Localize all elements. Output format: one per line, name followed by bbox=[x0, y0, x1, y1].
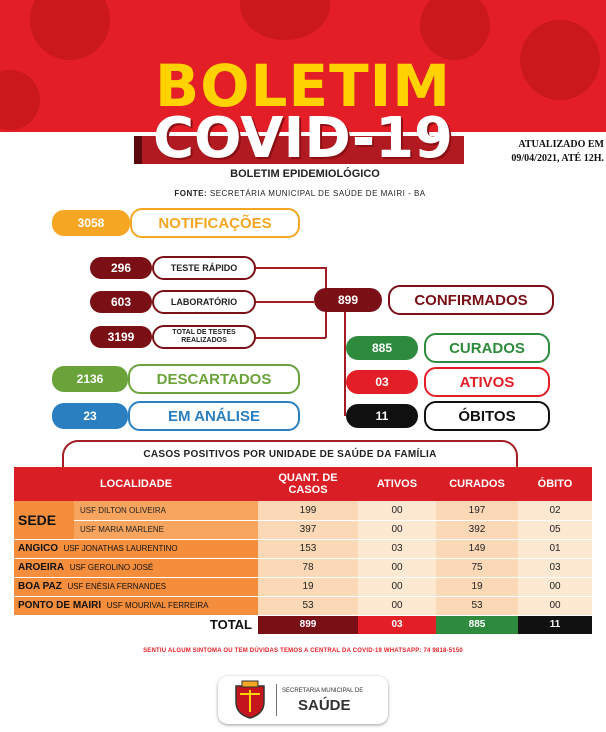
em-analise-value: 23 bbox=[52, 403, 128, 429]
table-row bbox=[14, 539, 592, 558]
footer-logo bbox=[218, 676, 388, 724]
total-testes-value: 3199 bbox=[90, 326, 152, 348]
confirmados-label: CONFIRMADOS bbox=[388, 285, 554, 315]
title-boletim: BOLETIM bbox=[155, 52, 451, 120]
header-curados: CURADOS bbox=[436, 467, 518, 501]
teste-rapido-label: TESTE RÁPIDO bbox=[152, 256, 256, 280]
virus-decoration-icon bbox=[420, 0, 490, 60]
table-header-row bbox=[14, 467, 592, 501]
total-curados: 885 bbox=[436, 615, 518, 634]
table-row bbox=[14, 558, 592, 577]
row-localidade-usf bbox=[14, 539, 258, 558]
row-ativos: 00 bbox=[358, 596, 436, 615]
row-obito: 02 bbox=[518, 501, 592, 520]
ativos-value: 03 bbox=[346, 370, 418, 394]
row-quant: 78 bbox=[258, 558, 358, 577]
coat-of-arms-icon bbox=[232, 680, 268, 720]
subtitle: BOLETIM EPIDEMIOLÓGICO bbox=[230, 168, 380, 180]
row-obito: 03 bbox=[518, 558, 592, 577]
row-usf: USF DILTON OLIVEIRA bbox=[74, 501, 258, 520]
row-usf: USF MOURIVAL FERREIRA bbox=[106, 601, 209, 610]
row-ativos: 03 bbox=[358, 539, 436, 558]
em-analise-label: EM ANÁLISE bbox=[128, 401, 300, 431]
row-usf: USF ENÉSIA FERNANDES bbox=[67, 582, 167, 591]
row-localidade: ANGICO bbox=[18, 543, 58, 554]
row-usf: USF GEROLINO JOSÉ bbox=[69, 563, 154, 572]
row-quant: 19 bbox=[258, 577, 358, 596]
descartados-value: 2136 bbox=[52, 366, 128, 392]
table-row bbox=[14, 577, 592, 596]
row-quant: 397 bbox=[258, 520, 358, 539]
total-quant: 899 bbox=[258, 615, 358, 634]
total-testes-label-line1: TOTAL DE TESTES bbox=[172, 329, 236, 336]
total-ativos: 03 bbox=[358, 615, 436, 634]
row-obito: 05 bbox=[518, 520, 592, 539]
row-curados: 149 bbox=[436, 539, 518, 558]
row-usf: USF MARIA MARLENE bbox=[74, 520, 258, 539]
header-localidade: LOCALIDADE bbox=[14, 467, 258, 501]
row-curados: 75 bbox=[436, 558, 518, 577]
laboratorio-label: LABORATÓRIO bbox=[152, 290, 256, 314]
row-localidade: AROEIRA bbox=[18, 562, 65, 573]
curados-label: CURADOS bbox=[424, 333, 550, 363]
row-curados: 392 bbox=[436, 520, 518, 539]
table-row bbox=[14, 596, 592, 615]
updated-stamp bbox=[470, 138, 604, 166]
source-text: SECRETÁRIA MUNICIPAL DE SAÚDE DE MAIRI - BA bbox=[209, 189, 426, 198]
connector-line bbox=[325, 312, 327, 338]
row-quant: 199 bbox=[258, 501, 358, 520]
updated-line2: 09/04/2021, ATÉ 12H. bbox=[511, 153, 604, 164]
source-line bbox=[120, 189, 480, 198]
connector-line bbox=[344, 312, 346, 416]
table-total-row bbox=[14, 615, 592, 634]
notificacoes-label: NOTIFICAÇÕES bbox=[130, 208, 300, 238]
connector-line bbox=[325, 267, 327, 289]
row-curados: 197 bbox=[436, 501, 518, 520]
row-ativos: 00 bbox=[358, 577, 436, 596]
logo-divider bbox=[276, 684, 277, 716]
header-ativos: ATIVOS bbox=[358, 467, 436, 501]
teste-rapido-value: 296 bbox=[90, 257, 152, 279]
obitos-label: ÓBITOS bbox=[424, 401, 550, 431]
laboratorio-value: 603 bbox=[90, 291, 152, 313]
notificacoes-value: 3058 bbox=[52, 210, 130, 236]
row-curados: 19 bbox=[436, 577, 518, 596]
row-ativos: 00 bbox=[358, 501, 436, 520]
header-quant: QUANT. DE CASOS bbox=[258, 467, 358, 501]
updated-line1: ATUALIZADO EM bbox=[518, 139, 604, 150]
row-quant: 53 bbox=[258, 596, 358, 615]
row-localidade-usf bbox=[14, 577, 258, 596]
connector-line bbox=[256, 267, 326, 269]
footer-note: SENTIU ALGUM SINTOMA OU TEM DÚVIDAS TEMOS A CENTRAL DA COVID-19 WHATSAPP: 74 9818-5150 bbox=[143, 648, 463, 654]
title-covid: COVID-19 bbox=[152, 106, 454, 171]
row-quant: 153 bbox=[258, 539, 358, 558]
row-obito: 01 bbox=[518, 539, 592, 558]
descartados-label: DESCARTADOS bbox=[128, 364, 300, 394]
row-localidade: PONTO DE MAIRI bbox=[18, 600, 102, 611]
table-section-title: CASOS POSITIVOS POR UNIDADE DE SAÚDE DA FAMÍLIA bbox=[143, 449, 437, 460]
row-localidade-usf bbox=[14, 558, 258, 577]
org-name-line1: SECRETARIA MUNICIPAL DE bbox=[282, 688, 364, 694]
table-row bbox=[14, 520, 592, 539]
row-localidade: SEDE bbox=[14, 501, 74, 539]
connector-line bbox=[256, 337, 326, 339]
confirmados-value: 899 bbox=[314, 288, 382, 312]
row-obito: 00 bbox=[518, 577, 592, 596]
row-ativos: 00 bbox=[358, 520, 436, 539]
row-curados: 53 bbox=[436, 596, 518, 615]
row-localidade-usf bbox=[14, 596, 258, 615]
cases-table bbox=[14, 467, 592, 635]
row-usf: USF JONATHAS LAURENTINO bbox=[63, 544, 178, 553]
org-name-line2: SAÚDE bbox=[298, 697, 351, 714]
virus-decoration-icon bbox=[240, 0, 330, 40]
source-label: FONTE: bbox=[174, 189, 208, 198]
obitos-value: 11 bbox=[346, 404, 418, 428]
total-testes-label-line2: REALIZADOS bbox=[181, 337, 227, 344]
virus-decoration-icon bbox=[30, 0, 110, 60]
total-testes-label bbox=[152, 325, 256, 349]
total-obito: 11 bbox=[518, 615, 592, 634]
row-obito: 00 bbox=[518, 596, 592, 615]
connector-line bbox=[256, 301, 314, 303]
ativos-label: ATIVOS bbox=[424, 367, 550, 397]
header-obito: ÓBITO bbox=[518, 467, 592, 501]
row-ativos: 00 bbox=[358, 558, 436, 577]
total-label: TOTAL bbox=[14, 615, 258, 634]
row-localidade: BOA PAZ bbox=[18, 581, 62, 592]
curados-value: 885 bbox=[346, 336, 418, 360]
table-row bbox=[14, 501, 592, 520]
